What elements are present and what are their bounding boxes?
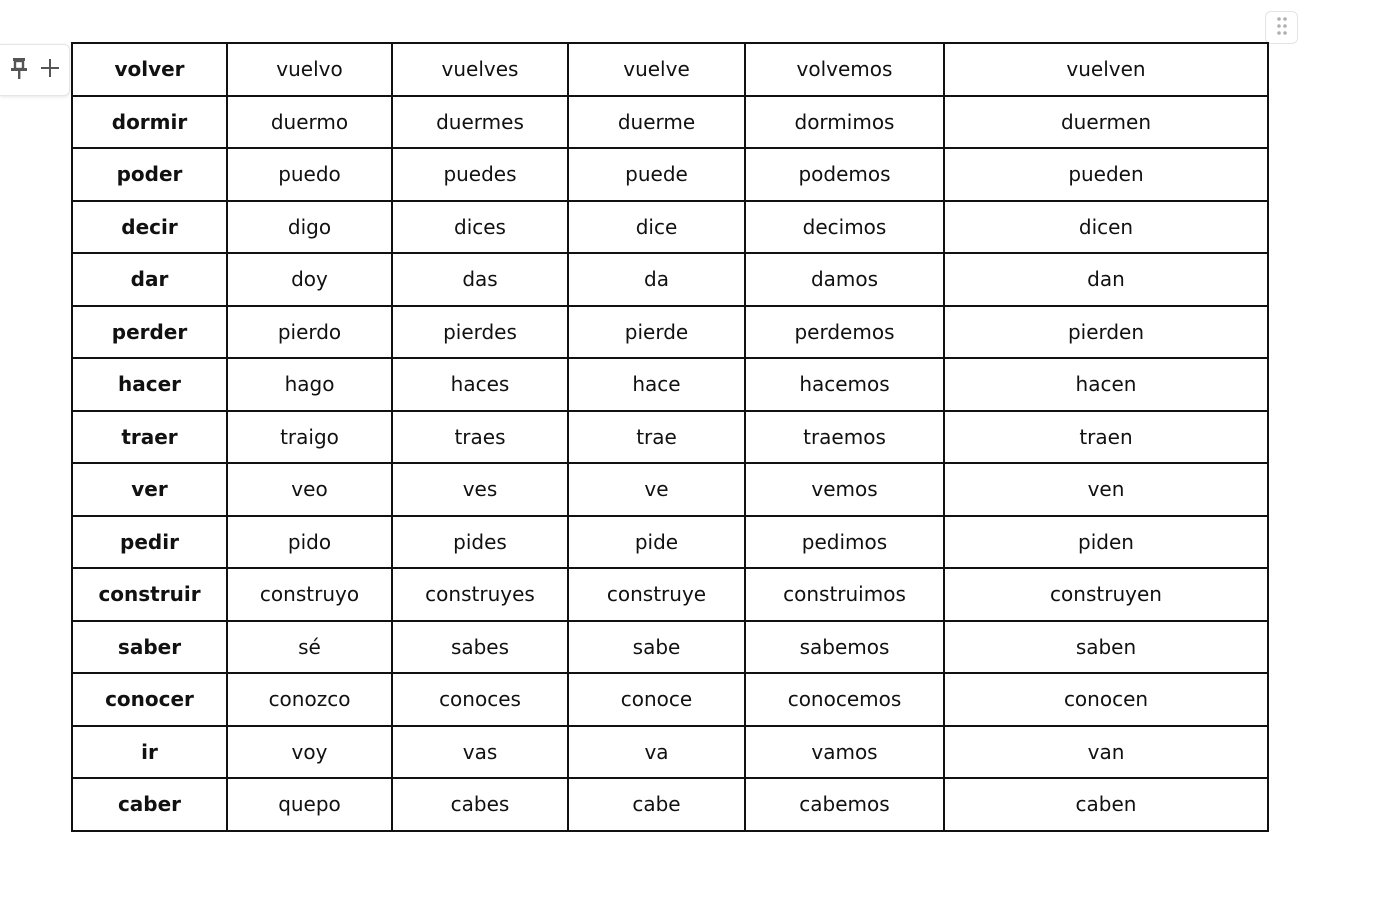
conjugation-cell[interactable]: dice <box>568 201 745 254</box>
infinitive-cell[interactable]: perder <box>72 306 227 359</box>
conjugation-cell[interactable]: van <box>944 726 1268 779</box>
conjugation-cell[interactable]: cabes <box>392 778 568 831</box>
conjugation-cell[interactable]: pedimos <box>745 516 944 569</box>
conjugation-cell[interactable]: dices <box>392 201 568 254</box>
infinitive-cell[interactable]: dormir <box>72 96 227 149</box>
conjugation-cell[interactable]: construimos <box>745 568 944 621</box>
infinitive-cell[interactable]: volver <box>72 43 227 96</box>
conjugation-cell[interactable]: vas <box>392 726 568 779</box>
table-row <box>72 621 1268 674</box>
conjugation-cell[interactable]: pierdo <box>227 306 392 359</box>
conjugation-cell[interactable]: puedo <box>227 148 392 201</box>
conjugation-cell[interactable]: duerme <box>568 96 745 149</box>
conjugation-cell[interactable]: cabe <box>568 778 745 831</box>
conjugation-cell[interactable]: vuelve <box>568 43 745 96</box>
row-controls <box>0 44 70 96</box>
table-row <box>72 201 1268 254</box>
conjugation-cell[interactable]: pierden <box>944 306 1268 359</box>
conjugation-cell[interactable]: trae <box>568 411 745 464</box>
conjugation-cell[interactable]: ve <box>568 463 745 516</box>
conjugation-cell[interactable]: construyes <box>392 568 568 621</box>
table-row <box>72 673 1268 726</box>
infinitive-cell[interactable]: saber <box>72 621 227 674</box>
infinitive-cell[interactable]: traer <box>72 411 227 464</box>
conjugation-cell[interactable]: da <box>568 253 745 306</box>
conjugation-cell[interactable]: puedes <box>392 148 568 201</box>
table-row <box>72 43 1268 96</box>
infinitive-cell[interactable]: conocer <box>72 673 227 726</box>
conjugation-cell[interactable]: piden <box>944 516 1268 569</box>
conjugation-cell[interactable]: sabemos <box>745 621 944 674</box>
infinitive-cell[interactable]: pedir <box>72 516 227 569</box>
conjugation-cell[interactable]: ven <box>944 463 1268 516</box>
conjugation-cell[interactable]: doy <box>227 253 392 306</box>
infinitive-cell[interactable]: decir <box>72 201 227 254</box>
conjugation-cell[interactable]: hacemos <box>745 358 944 411</box>
conjugation-cell[interactable]: traemos <box>745 411 944 464</box>
conjugation-cell[interactable]: cabemos <box>745 778 944 831</box>
table-row <box>72 778 1268 831</box>
infinitive-cell[interactable]: poder <box>72 148 227 201</box>
conjugation-cell[interactable]: sabe <box>568 621 745 674</box>
conjugation-cell[interactable]: caben <box>944 778 1268 831</box>
conjugation-cell[interactable]: das <box>392 253 568 306</box>
infinitive-cell[interactable]: ir <box>72 726 227 779</box>
conjugation-cell[interactable]: hago <box>227 358 392 411</box>
table-row <box>72 306 1268 359</box>
infinitive-cell[interactable]: ver <box>72 463 227 516</box>
pin-row-button[interactable] <box>5 56 33 84</box>
conjugation-cell[interactable]: pierde <box>568 306 745 359</box>
table-drag-handle[interactable] <box>1265 11 1298 44</box>
conjugation-cell[interactable]: pide <box>568 516 745 569</box>
conjugation-cell[interactable]: quepo <box>227 778 392 831</box>
conjugation-cell[interactable]: conoces <box>392 673 568 726</box>
conjugation-cell[interactable]: ves <box>392 463 568 516</box>
conjugation-cell[interactable]: dan <box>944 253 1268 306</box>
conjugation-cell[interactable]: vuelvo <box>227 43 392 96</box>
conjugation-cell[interactable]: pides <box>392 516 568 569</box>
conjugation-cell[interactable]: decimos <box>745 201 944 254</box>
infinitive-cell[interactable]: dar <box>72 253 227 306</box>
conjugation-cell[interactable]: traen <box>944 411 1268 464</box>
conjugation-cell[interactable]: pierdes <box>392 306 568 359</box>
conjugation-cell[interactable]: sé <box>227 621 392 674</box>
conjugation-cell[interactable]: construyen <box>944 568 1268 621</box>
conjugation-cell[interactable]: traes <box>392 411 568 464</box>
add-row-button[interactable] <box>36 56 64 84</box>
conjugation-cell[interactable]: vuelves <box>392 43 568 96</box>
table-row <box>72 253 1268 306</box>
conjugation-cell[interactable]: pido <box>227 516 392 569</box>
conjugation-cell[interactable]: duermes <box>392 96 568 149</box>
conjugation-cell[interactable]: dicen <box>944 201 1268 254</box>
verb-conjugation-table <box>71 42 1269 832</box>
conjugation-cell[interactable]: vamos <box>745 726 944 779</box>
table-row <box>72 516 1268 569</box>
conjugation-cell[interactable]: podemos <box>745 148 944 201</box>
conjugation-cell[interactable]: construye <box>568 568 745 621</box>
conjugation-cell[interactable]: perdemos <box>745 306 944 359</box>
conjugation-cell[interactable]: traigo <box>227 411 392 464</box>
conjugation-cell[interactable]: conocen <box>944 673 1268 726</box>
conjugation-cell[interactable]: digo <box>227 201 392 254</box>
conjugation-cell[interactable]: hacen <box>944 358 1268 411</box>
table-row <box>72 726 1268 779</box>
infinitive-cell[interactable]: caber <box>72 778 227 831</box>
conjugation-cell[interactable]: voy <box>227 726 392 779</box>
drag-handle-icon <box>1276 16 1288 40</box>
conjugation-cell[interactable]: pueden <box>944 148 1268 201</box>
conjugation-cell[interactable]: duermo <box>227 96 392 149</box>
conjugation-cell[interactable]: saben <box>944 621 1268 674</box>
infinitive-cell[interactable]: hacer <box>72 358 227 411</box>
plus-icon <box>40 58 60 82</box>
pin-icon <box>9 56 29 84</box>
table-row <box>72 411 1268 464</box>
conjugation-cell[interactable]: vuelven <box>944 43 1268 96</box>
conjugation-cell[interactable]: sabes <box>392 621 568 674</box>
conjugation-cell[interactable]: va <box>568 726 745 779</box>
table-row <box>72 96 1268 149</box>
conjugation-cell[interactable]: conoce <box>568 673 745 726</box>
table-row <box>72 463 1268 516</box>
table-row <box>72 148 1268 201</box>
table-row <box>72 568 1268 621</box>
conjugation-cell[interactable]: conocemos <box>745 673 944 726</box>
conjugation-cell[interactable]: veo <box>227 463 392 516</box>
conjugation-cell[interactable]: conozco <box>227 673 392 726</box>
infinitive-cell[interactable]: construir <box>72 568 227 621</box>
conjugation-cell[interactable]: dormimos <box>745 96 944 149</box>
conjugation-cell[interactable]: puede <box>568 148 745 201</box>
conjugation-cell[interactable]: haces <box>392 358 568 411</box>
conjugation-cell[interactable]: damos <box>745 253 944 306</box>
conjugation-cell[interactable]: hace <box>568 358 745 411</box>
conjugation-cell[interactable]: volvemos <box>745 43 944 96</box>
conjugation-cell[interactable]: construyo <box>227 568 392 621</box>
table-row <box>72 358 1268 411</box>
conjugation-cell[interactable]: duermen <box>944 96 1268 149</box>
conjugation-cell[interactable]: vemos <box>745 463 944 516</box>
